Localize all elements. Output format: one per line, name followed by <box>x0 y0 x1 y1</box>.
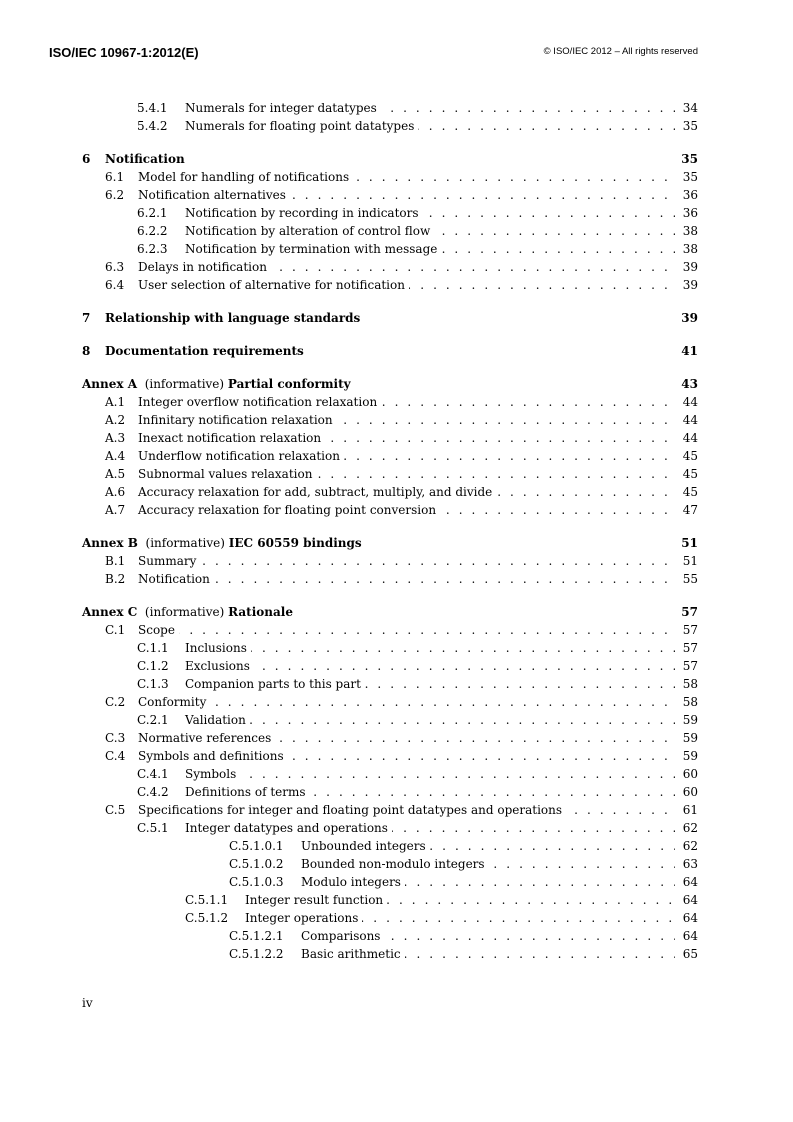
toc-entry-title: Conformity <box>138 694 210 710</box>
toc-entry[interactable] <box>0 694 793 710</box>
toc-entry-title: Notification alternatives <box>138 187 290 203</box>
toc-entry-number: A.7 <box>105 503 126 517</box>
toc-entry-title: Notification <box>138 571 214 587</box>
annex-label: Annex A <box>82 377 138 391</box>
toc-page-number: 47 <box>677 502 698 518</box>
dot-leader <box>138 553 675 569</box>
toc-entry[interactable] <box>0 712 793 728</box>
toc-entry-title: Infinitary notification relaxation <box>138 412 337 428</box>
toc-page-number: 60 <box>677 766 698 782</box>
toc-entry-title: Integer operations <box>245 910 362 926</box>
toc-entry[interactable] <box>0 946 793 962</box>
toc-entry-title: Comparisons <box>301 928 384 944</box>
toc-entry-number: C.5.1.0.3 <box>229 875 284 889</box>
toc-entry-number: 6.4 <box>105 278 125 292</box>
toc-entry-number: A.6 <box>105 485 126 499</box>
annex-informative: (informative) <box>144 605 225 619</box>
toc-entry-title: Integer datatypes and operations <box>185 820 392 836</box>
toc-entry-title: Numerals for floating point datatypes <box>185 118 418 134</box>
toc-entry-title: Bounded non-modulo integers <box>301 856 489 872</box>
toc-page-number: 59 <box>677 748 698 764</box>
toc-annex[interactable] <box>0 535 793 551</box>
toc-entry-number: C.2 <box>105 695 126 709</box>
toc-entry[interactable] <box>0 676 793 692</box>
toc-entry[interactable] <box>0 430 793 446</box>
toc-page-number: 44 <box>677 412 698 428</box>
copyright-notice: © ISO/IEC 2012 – All rights reserved <box>543 46 698 57</box>
toc-page-number: 57 <box>677 622 698 638</box>
toc-entry[interactable] <box>0 802 793 818</box>
toc-entry-title: Definitions of terms <box>185 784 310 800</box>
toc-entry-title: Symbols <box>185 766 240 782</box>
toc-entry-number: A.5 <box>105 467 126 481</box>
toc-entry-number: A.3 <box>105 431 126 445</box>
toc-page-number: 64 <box>677 892 698 908</box>
toc-page-number: 59 <box>677 712 698 728</box>
annex-heading <box>82 376 355 392</box>
toc-entry[interactable] <box>0 466 793 482</box>
toc-entry-number: C.5.1.0.1 <box>229 839 284 853</box>
toc-entry-title: Inexact notification relaxation <box>138 430 325 446</box>
toc-entry-number: B.2 <box>105 572 126 586</box>
toc-page-number: 57 <box>675 604 698 620</box>
toc-page-number: 43 <box>675 376 698 392</box>
chapter-title: Documentation requirements <box>105 343 308 359</box>
annex-heading <box>82 604 297 620</box>
toc-entry-title: Companion parts to this part <box>185 676 365 692</box>
toc-entry-number: C.1 <box>105 623 126 637</box>
toc-page-number: 60 <box>677 784 698 800</box>
toc-page-number: 65 <box>677 946 698 962</box>
toc-page-number: 45 <box>677 484 698 500</box>
toc-entry-title: Integer result function <box>245 892 387 908</box>
toc-entry-number: C.4.1 <box>137 767 169 781</box>
toc-entry-title: Subnormal values relaxation <box>138 466 316 482</box>
toc-page-number: 36 <box>677 187 698 203</box>
toc-page-number: 39 <box>677 277 698 293</box>
toc-entry[interactable] <box>0 748 793 764</box>
toc-entry-title: Accuracy relaxation for floating point conversion <box>138 502 440 518</box>
toc-page-number: 45 <box>677 466 698 482</box>
toc-entry-number: 5.4.2 <box>137 119 168 133</box>
toc-entry-title: Underflow notification relaxation <box>138 448 344 464</box>
chapter-title: Relationship with language standards <box>105 310 364 326</box>
toc-entry-number: A.1 <box>105 395 126 409</box>
toc-page-number: 51 <box>675 535 698 551</box>
toc-entry[interactable] <box>0 241 793 257</box>
toc-entry[interactable] <box>0 658 793 674</box>
toc-entry-number: 6.2.2 <box>137 224 168 238</box>
toc-entry-number: A.2 <box>105 413 126 427</box>
toc-page-number: 39 <box>677 259 698 275</box>
toc-entry-title: Inclusions <box>185 640 251 656</box>
toc-page-number: 62 <box>677 838 698 854</box>
toc-entry-number: A.4 <box>105 449 126 463</box>
toc-page-number: 34 <box>677 100 698 116</box>
dot-leader <box>138 571 675 587</box>
toc-entry-title: Accuracy relaxation for add, subtract, multiply, and divide <box>138 484 496 500</box>
document-id: ISO/IEC 10967-1:2012(E) <box>49 45 199 60</box>
toc-entry-number: 6.2.3 <box>137 242 168 256</box>
toc-entry-title: User selection of alternative for notification <box>138 277 409 293</box>
toc-entry-number: C.4 <box>105 749 126 763</box>
toc-annex[interactable] <box>0 604 793 620</box>
toc-entry[interactable] <box>0 910 793 926</box>
annex-label: Annex C <box>82 605 138 619</box>
toc-entry-number: C.5.1.2.2 <box>229 947 284 961</box>
toc-entry[interactable] <box>0 838 793 854</box>
toc-entry[interactable] <box>0 484 793 500</box>
toc-entry-number: 6.2.1 <box>137 206 168 220</box>
toc-page-number: 64 <box>677 874 698 890</box>
toc-page-number: 51 <box>677 553 698 569</box>
toc-entry[interactable] <box>0 622 793 638</box>
toc-page-number: 41 <box>675 343 698 359</box>
toc-page-number: 64 <box>677 910 698 926</box>
toc-entry-number: C.1.2 <box>137 659 169 673</box>
dot-leader <box>185 766 675 782</box>
toc-entry-title: Notification by recording in indicators <box>185 205 423 221</box>
toc-entry[interactable] <box>0 856 793 872</box>
toc-entry[interactable] <box>0 394 793 410</box>
toc-entry-number: C.5 <box>105 803 126 817</box>
toc-entry-number: 6.2 <box>105 188 125 202</box>
toc-entry[interactable] <box>0 874 793 890</box>
toc-page-number: 44 <box>677 394 698 410</box>
toc-page-number: 39 <box>675 310 698 326</box>
toc-page-number: 59 <box>677 730 698 746</box>
toc-page-number: 63 <box>677 856 698 872</box>
toc-entry-number: C.5.1.0.2 <box>229 857 284 871</box>
toc-entry[interactable] <box>0 730 793 746</box>
toc-entry-title: Unbounded integers <box>301 838 430 854</box>
toc-page-number: 38 <box>677 241 698 257</box>
toc-page-number: 38 <box>677 223 698 239</box>
toc-entry-number: 6.1 <box>105 170 125 184</box>
annex-label: Annex B <box>82 536 138 550</box>
toc-entry-title: Validation <box>185 712 250 728</box>
toc-entry[interactable] <box>0 553 793 569</box>
toc-entry[interactable] <box>0 892 793 908</box>
toc-entry[interactable] <box>0 928 793 944</box>
toc-entry-number: C.1.3 <box>137 677 169 691</box>
annex-heading <box>82 535 366 551</box>
toc-page-number: 45 <box>677 448 698 464</box>
toc-entry-number: C.2.1 <box>137 713 169 727</box>
toc-entry[interactable] <box>0 277 793 293</box>
toc-page-number: 35 <box>675 151 698 167</box>
toc-entry-title: Summary <box>138 553 200 569</box>
toc-entry-title: Numerals for integer datatypes <box>185 100 381 116</box>
toc-page-number: 57 <box>677 658 698 674</box>
dot-leader <box>185 640 675 656</box>
toc-entry[interactable] <box>0 766 793 782</box>
toc-entry-title: Model for handling of notifications <box>138 169 353 185</box>
annex-informative: (informative) <box>145 536 225 550</box>
toc-page-number: 35 <box>677 169 698 185</box>
toc-entry-number: B.1 <box>105 554 126 568</box>
toc-entry-number: 6.3 <box>105 260 125 274</box>
toc-entry[interactable] <box>0 784 793 800</box>
toc-entry-number: C.5.1.2.1 <box>229 929 284 943</box>
toc-entry-title: Exclusions <box>185 658 254 674</box>
toc-entry-number: C.1.1 <box>137 641 169 655</box>
toc-page-number: 61 <box>677 802 698 818</box>
chapter-number: 7 <box>82 311 91 325</box>
dot-leader <box>185 658 675 674</box>
toc-chapter[interactable] <box>0 151 793 167</box>
toc-page-number: 64 <box>677 928 698 944</box>
toc-entry[interactable] <box>0 100 793 116</box>
toc-entry-number: C.4.2 <box>137 785 169 799</box>
annex-title: Partial conformity <box>227 377 351 391</box>
toc-page-number: 57 <box>677 640 698 656</box>
dot-leader <box>138 622 675 638</box>
toc-page-number: 58 <box>677 676 698 692</box>
toc-entry-title: Integer overflow notification relaxation <box>138 394 381 410</box>
toc-page-number: 62 <box>677 820 698 836</box>
toc-entry-title: Symbols and definitions <box>138 748 288 764</box>
page-number: iv <box>82 996 93 1010</box>
annex-informative: (informative) <box>144 377 225 391</box>
toc-entry-title: Scope <box>138 622 179 638</box>
toc-entry-number: C.5.1 <box>137 821 169 835</box>
toc-entry[interactable] <box>0 205 793 221</box>
toc-entry[interactable] <box>0 640 793 656</box>
toc-entry[interactable] <box>0 223 793 239</box>
toc-entry-title: Specifications for integer and floating point datatypes and operations <box>138 802 566 818</box>
toc-entry[interactable] <box>0 502 793 518</box>
toc-entry[interactable] <box>0 571 793 587</box>
chapter-number: 8 <box>82 344 91 358</box>
toc-page-number: 55 <box>677 571 698 587</box>
toc-entry-title: Normative references <box>138 730 275 746</box>
toc-entry[interactable] <box>0 169 793 185</box>
annex-title: IEC 60559 bindings <box>228 536 362 550</box>
toc-entry-number: C.5.1.1 <box>185 893 229 907</box>
toc-page-number: 58 <box>677 694 698 710</box>
toc-entry-title: Notification by alteration of control flow <box>185 223 434 239</box>
toc-entry[interactable] <box>0 448 793 464</box>
toc-entry-title: Notification by termination with message <box>185 241 441 257</box>
toc-chapter[interactable] <box>0 310 793 326</box>
chapter-title: Notification <box>105 151 189 167</box>
toc-page-number: 35 <box>677 118 698 134</box>
toc-entry-number: C.3 <box>105 731 126 745</box>
dot-leader <box>185 712 675 728</box>
toc-entry[interactable] <box>0 118 793 134</box>
toc-entry-number: C.5.1.2 <box>185 911 229 925</box>
toc-entry-title: Delays in notification <box>138 259 271 275</box>
toc-chapter[interactable] <box>0 343 793 359</box>
annex-title: Rationale <box>228 605 293 619</box>
toc-entry[interactable] <box>0 412 793 428</box>
toc-entry-title: Modulo integers <box>301 874 405 890</box>
toc-entry[interactable] <box>0 187 793 203</box>
toc-entry[interactable] <box>0 259 793 275</box>
toc-entry-number: 5.4.1 <box>137 101 168 115</box>
dot-leader <box>138 694 675 710</box>
toc-entry[interactable] <box>0 820 793 836</box>
toc-annex[interactable] <box>0 376 793 392</box>
toc-page-number: 36 <box>677 205 698 221</box>
toc-entry-title: Basic arithmetic <box>301 946 405 962</box>
toc-page-number: 44 <box>677 430 698 446</box>
chapter-number: 6 <box>82 152 91 166</box>
